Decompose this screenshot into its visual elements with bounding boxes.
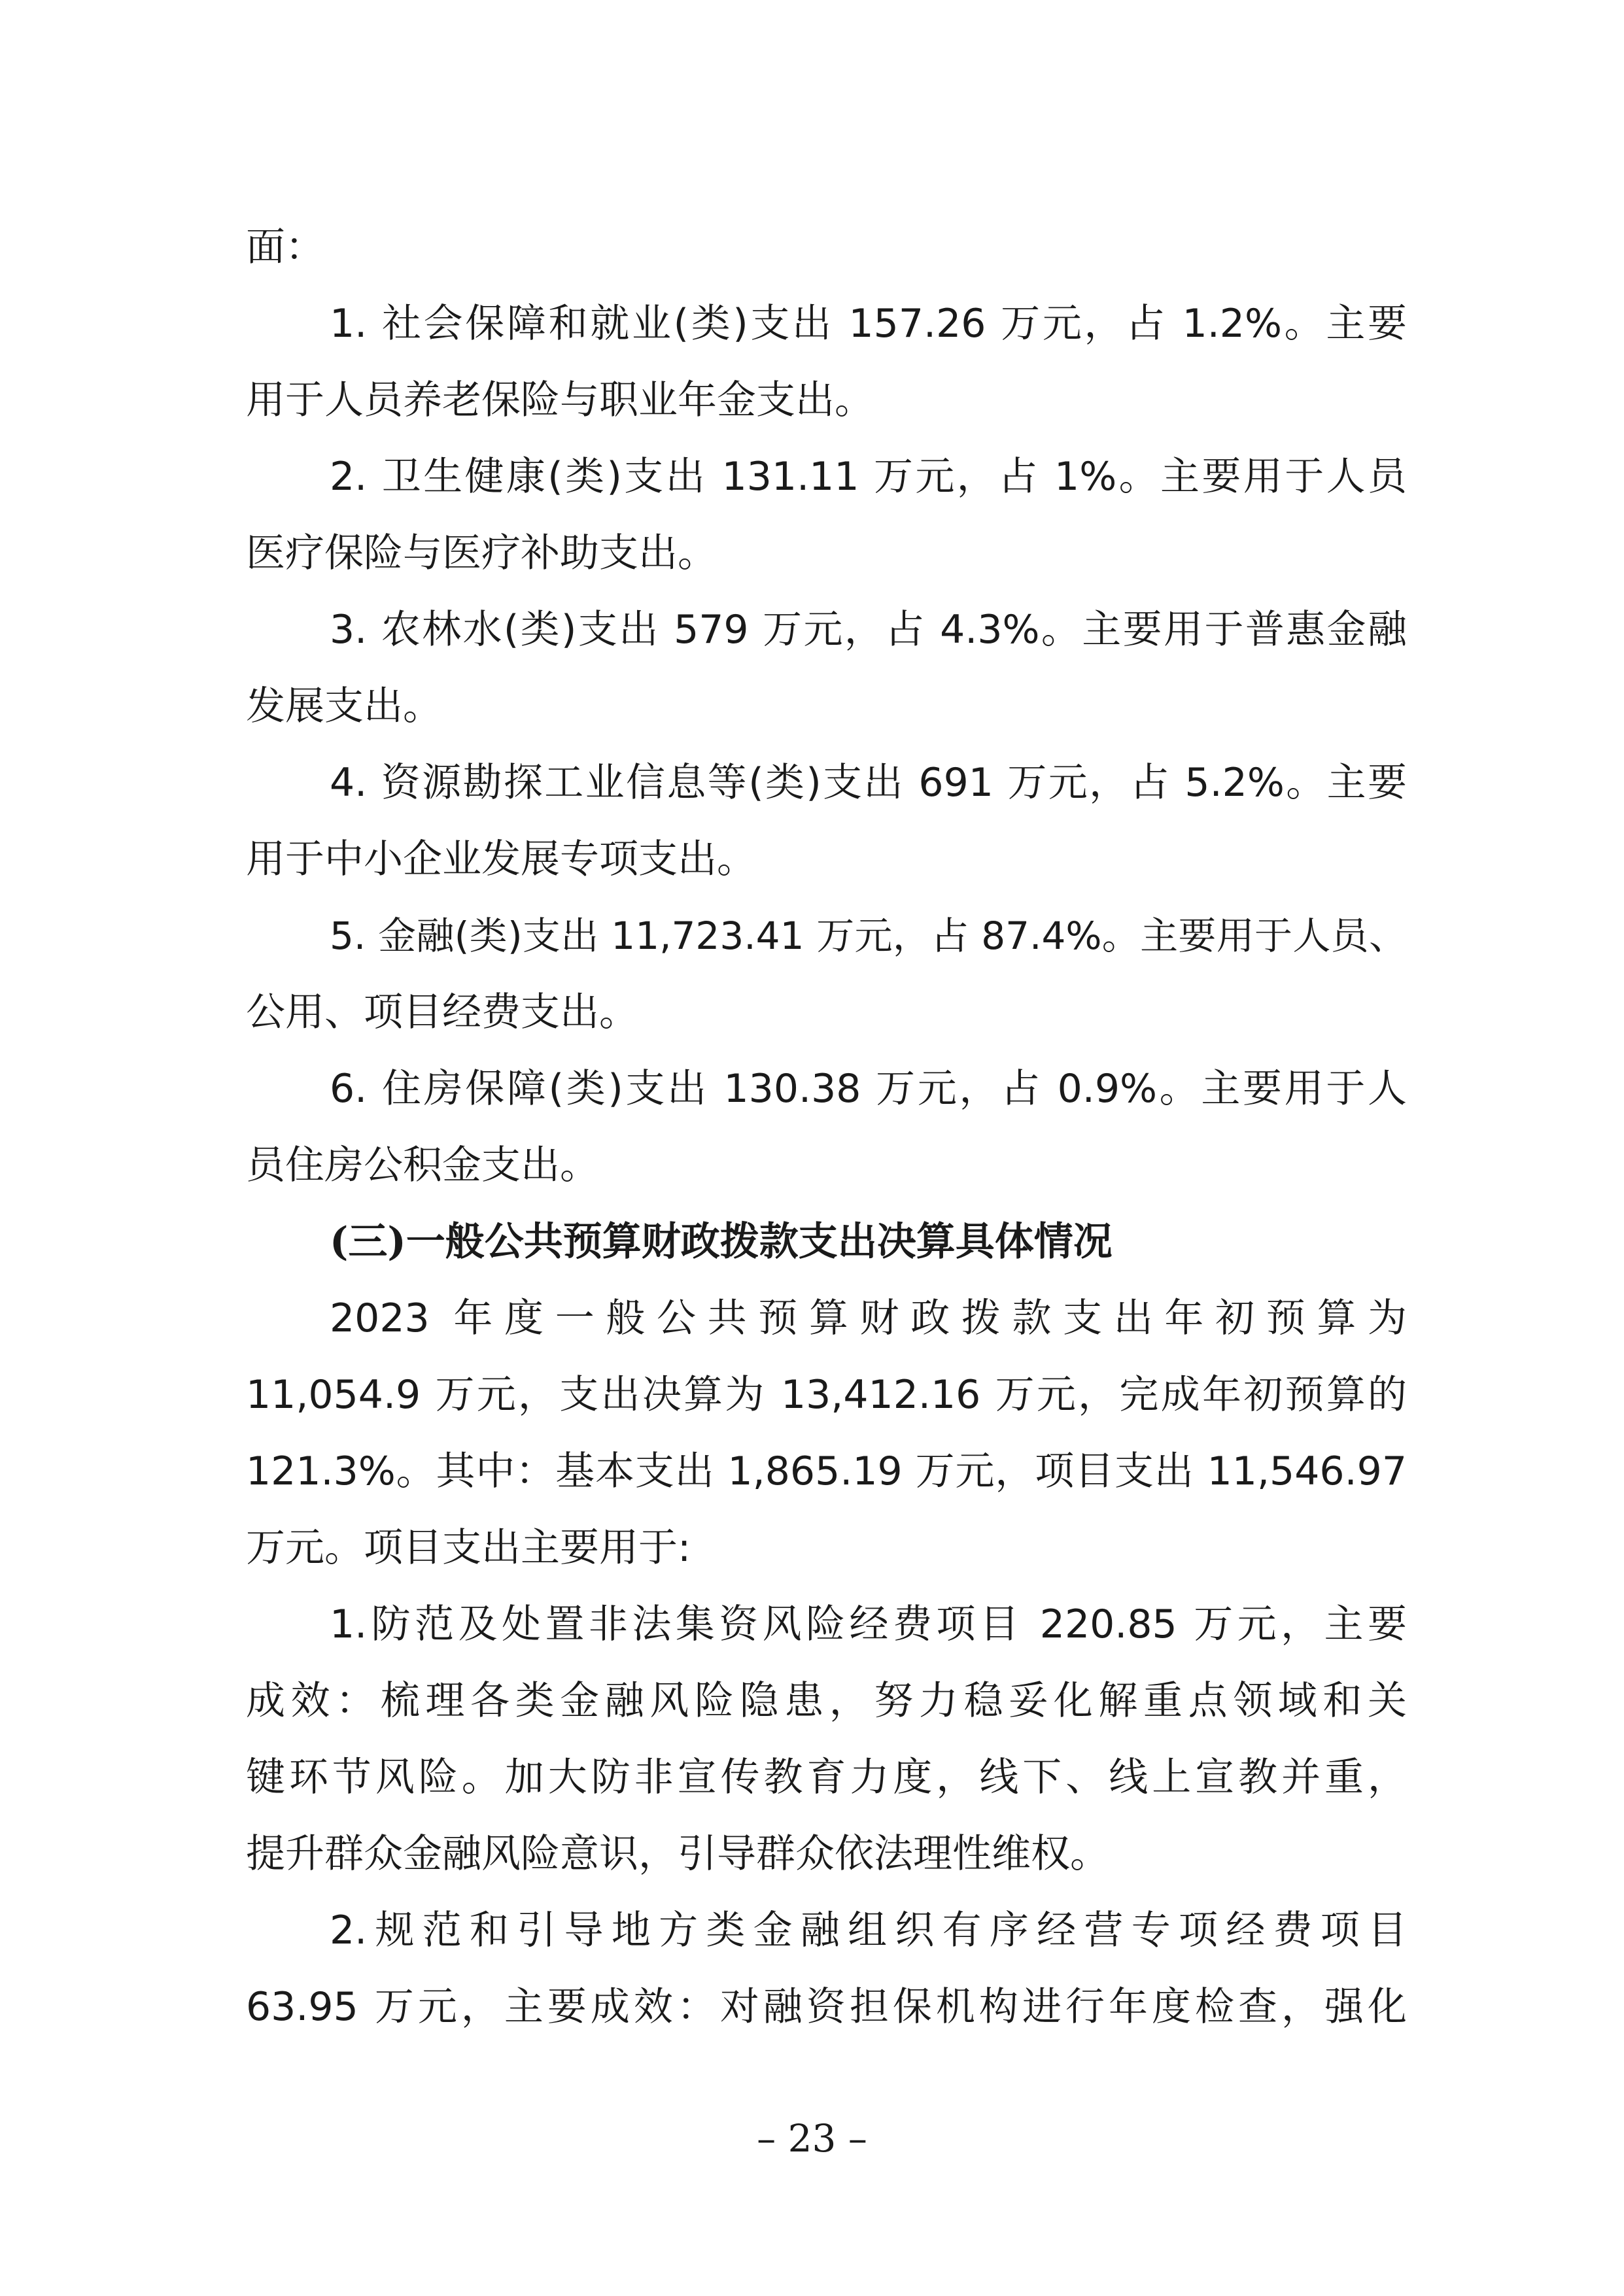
- text-line: 1.防范及处置非法集资风险经费项目 220.85 万元，主要: [330, 1602, 1407, 1647]
- text-line: 公用、项目经费支出。: [246, 989, 638, 1035]
- text-line: 用于人员养老保险与职业年金支出。: [246, 377, 874, 423]
- text-line: 2.规范和引导地方类金融组织有序经营专项经费项目: [330, 1908, 1407, 1953]
- text-line: 6. 住房保障(类)支出 130.38 万元，占 0.9%。主要用于人: [330, 1066, 1407, 1112]
- text-line: 121.3%。其中：基本支出 1,865.19 万元，项目支出 11,546.97: [246, 1448, 1407, 1494]
- text-line: 发展支出。: [246, 683, 442, 729]
- text-line: 成效：梳理各类金融风险隐患，努力稳妥化解重点领域和关: [246, 1678, 1407, 1724]
- section-heading: (三)一般公共预算财政拨款支出决算具体情况: [330, 1219, 1113, 1265]
- text-line: 2. 卫生健康(类)支出 131.11 万元，占 1%。主要用于人员: [330, 454, 1407, 500]
- document-body: [246, 209, 1407, 2046]
- text-line: 4. 资源勘探工业信息等(类)支出 691 万元，占 5.2%。主要: [330, 760, 1407, 806]
- text-line: 5. 金融(类)支出 11,723.41 万元，占 87.4%。主要用于人员、: [330, 914, 1407, 958]
- text-line: 面：: [246, 224, 324, 270]
- text-line: 11,054.9 万元，支出决算为 13,412.16 万元，完成年初预算的: [246, 1372, 1407, 1418]
- text-line: 63.95 万元，主要成效：对融资担保机构进行年度检查，强化: [246, 1984, 1407, 2030]
- text-line: 提升群众金融风险意识，引导群众依法理性维权。: [246, 1831, 1109, 1877]
- text-line: 医疗保险与医疗补助支出。: [246, 530, 717, 576]
- text-line: 2023 年度一般公共预算财政拨款支出年初预算为: [330, 1295, 1407, 1341]
- text-line: 万元。项目支出主要用于:: [246, 1525, 691, 1571]
- text-line: 1. 社会保障和就业(类)支出 157.26 万元，占 1.2%。主要: [330, 301, 1407, 347]
- text-line: 用于中小企业发展专项支出。: [246, 836, 756, 882]
- text-line: 员住房公积金支出。: [246, 1142, 599, 1188]
- text-line: 键环节风险。加大防非宣传教育力度，线下、线上宣教并重，: [246, 1755, 1407, 1800]
- page-number: – 23 –: [757, 2116, 867, 2161]
- text-line: 3. 农林水(类)支出 579 万元，占 4.3%。主要用于普惠金融: [330, 607, 1407, 653]
